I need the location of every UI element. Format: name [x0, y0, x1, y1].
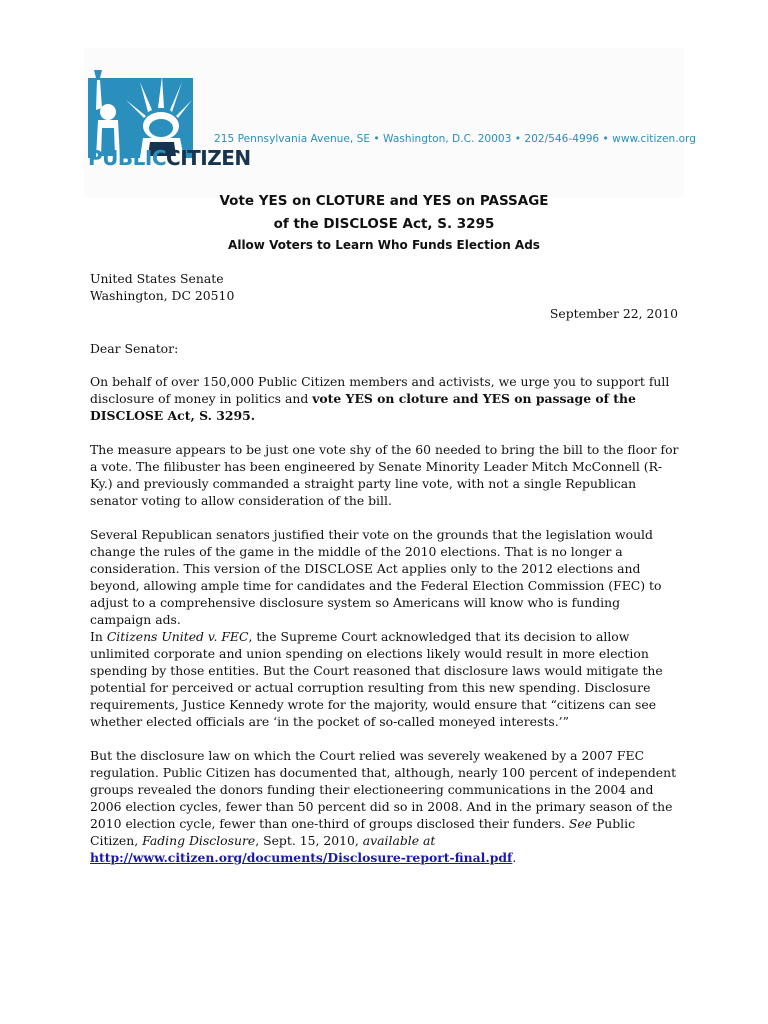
see-signal: See	[568, 816, 592, 831]
case-citation: Citizens United v. FEC	[106, 629, 249, 644]
recipient-address	[90, 270, 680, 304]
citation-date: , Sept. 15, 2010,	[255, 833, 363, 848]
report-link[interactable]: http://www.citizen.org/documents/Disclosure-report-final.pdf	[90, 850, 513, 865]
logo-wordmark	[88, 146, 251, 170]
letter-date: September 22, 2010	[549, 306, 678, 321]
logo-word-citizen: CITIZEN	[166, 146, 251, 170]
headline-line-1: Vote YES on CLOTURE and YES on PASSAGE	[219, 193, 549, 209]
citation-publisher: Public Citizen,	[90, 816, 636, 848]
paragraph-5-text: But the disclosure law on which the Court relied was severely weakened by a 2007 FEC regulation. Public Citizen has documented that, although, nearly 100 percent of independent groups revealed the donors funding their electioneering communications in the 2004 and 2006 election cycles, fewer than 50 percent did so in 2008. And in the primary season of the 2010 election cycle, fewer than one-third of groups disclosed their funders.	[90, 748, 677, 831]
logo-word-public: PUBLIC	[88, 146, 167, 170]
headline-line-2: of the DISCLOSE Act, S. 3295	[273, 216, 495, 232]
recipient-line-1: United States Senate	[90, 271, 224, 286]
paragraph-4	[90, 628, 680, 730]
recipient-line-2: Washington, DC 20510	[90, 288, 235, 303]
report-title: Fading Disclosure	[142, 833, 256, 848]
paragraph-5	[90, 747, 680, 866]
paragraph-3: Several Republican senators justified their vote on the grounds that the legislation would change the rules of the game in the middle of the 2010 elections. That is no longer a consideration. This version of the DISCLOSE Act applies only to the 2012 elections and beyond, allowing ample time for candidates and the Federal Election Commission (FEC) to adjust to a comprehensive disclosure system so Americans will know who is funding campaign ads.	[90, 527, 662, 627]
citation-end: .	[512, 850, 517, 865]
paragraph-2: The measure appears to be just one vote shy of the 60 needed to bring the bill to the floor for a vote. The filibuster has been engineered by Senate Minority Leader Mitch McConnell (R-Ky.) and previously commanded a straight party line vote, with not a single Republican senator voting to allow consideration of the bill.	[90, 442, 679, 508]
paragraph-1	[90, 373, 680, 424]
headline-subtitle: Allow Voters to Learn Who Funds Election Ads	[228, 238, 540, 252]
paragraph-1-bold: vote YES on cloture and YES on passage of the DISCLOSE Act, S. 3295.	[90, 391, 636, 423]
paragraph-4-text: , the Supreme Court acknowledged that its decision to allow unlimited corporate and union spending on elections likely would result in more election spending by those entities. But the Court reasoned that disclosure laws would mitigate the potential for perceived or actual corruption resulting from this new spending. Disclosure requirements, Justice Kennedy wrote for the majority, would ensure that “citizens can see whether elected officials are ‘in the pocket of so-called moneyed interests.’”	[90, 629, 663, 729]
paragraph-1-text: On behalf of over 150,000 Public Citizen members and activists, we urge you to support full disclosure of money in politics and	[90, 374, 670, 406]
letterhead-address: 215 Pennsylvania Avenue, SE • Washington, D.C. 20003 • 202/546-4996 • www.citizen.org	[214, 133, 696, 145]
paragraph-4-lead: In	[90, 629, 107, 644]
available-at: available at	[362, 833, 436, 848]
salutation: Dear Senator:	[90, 341, 179, 356]
